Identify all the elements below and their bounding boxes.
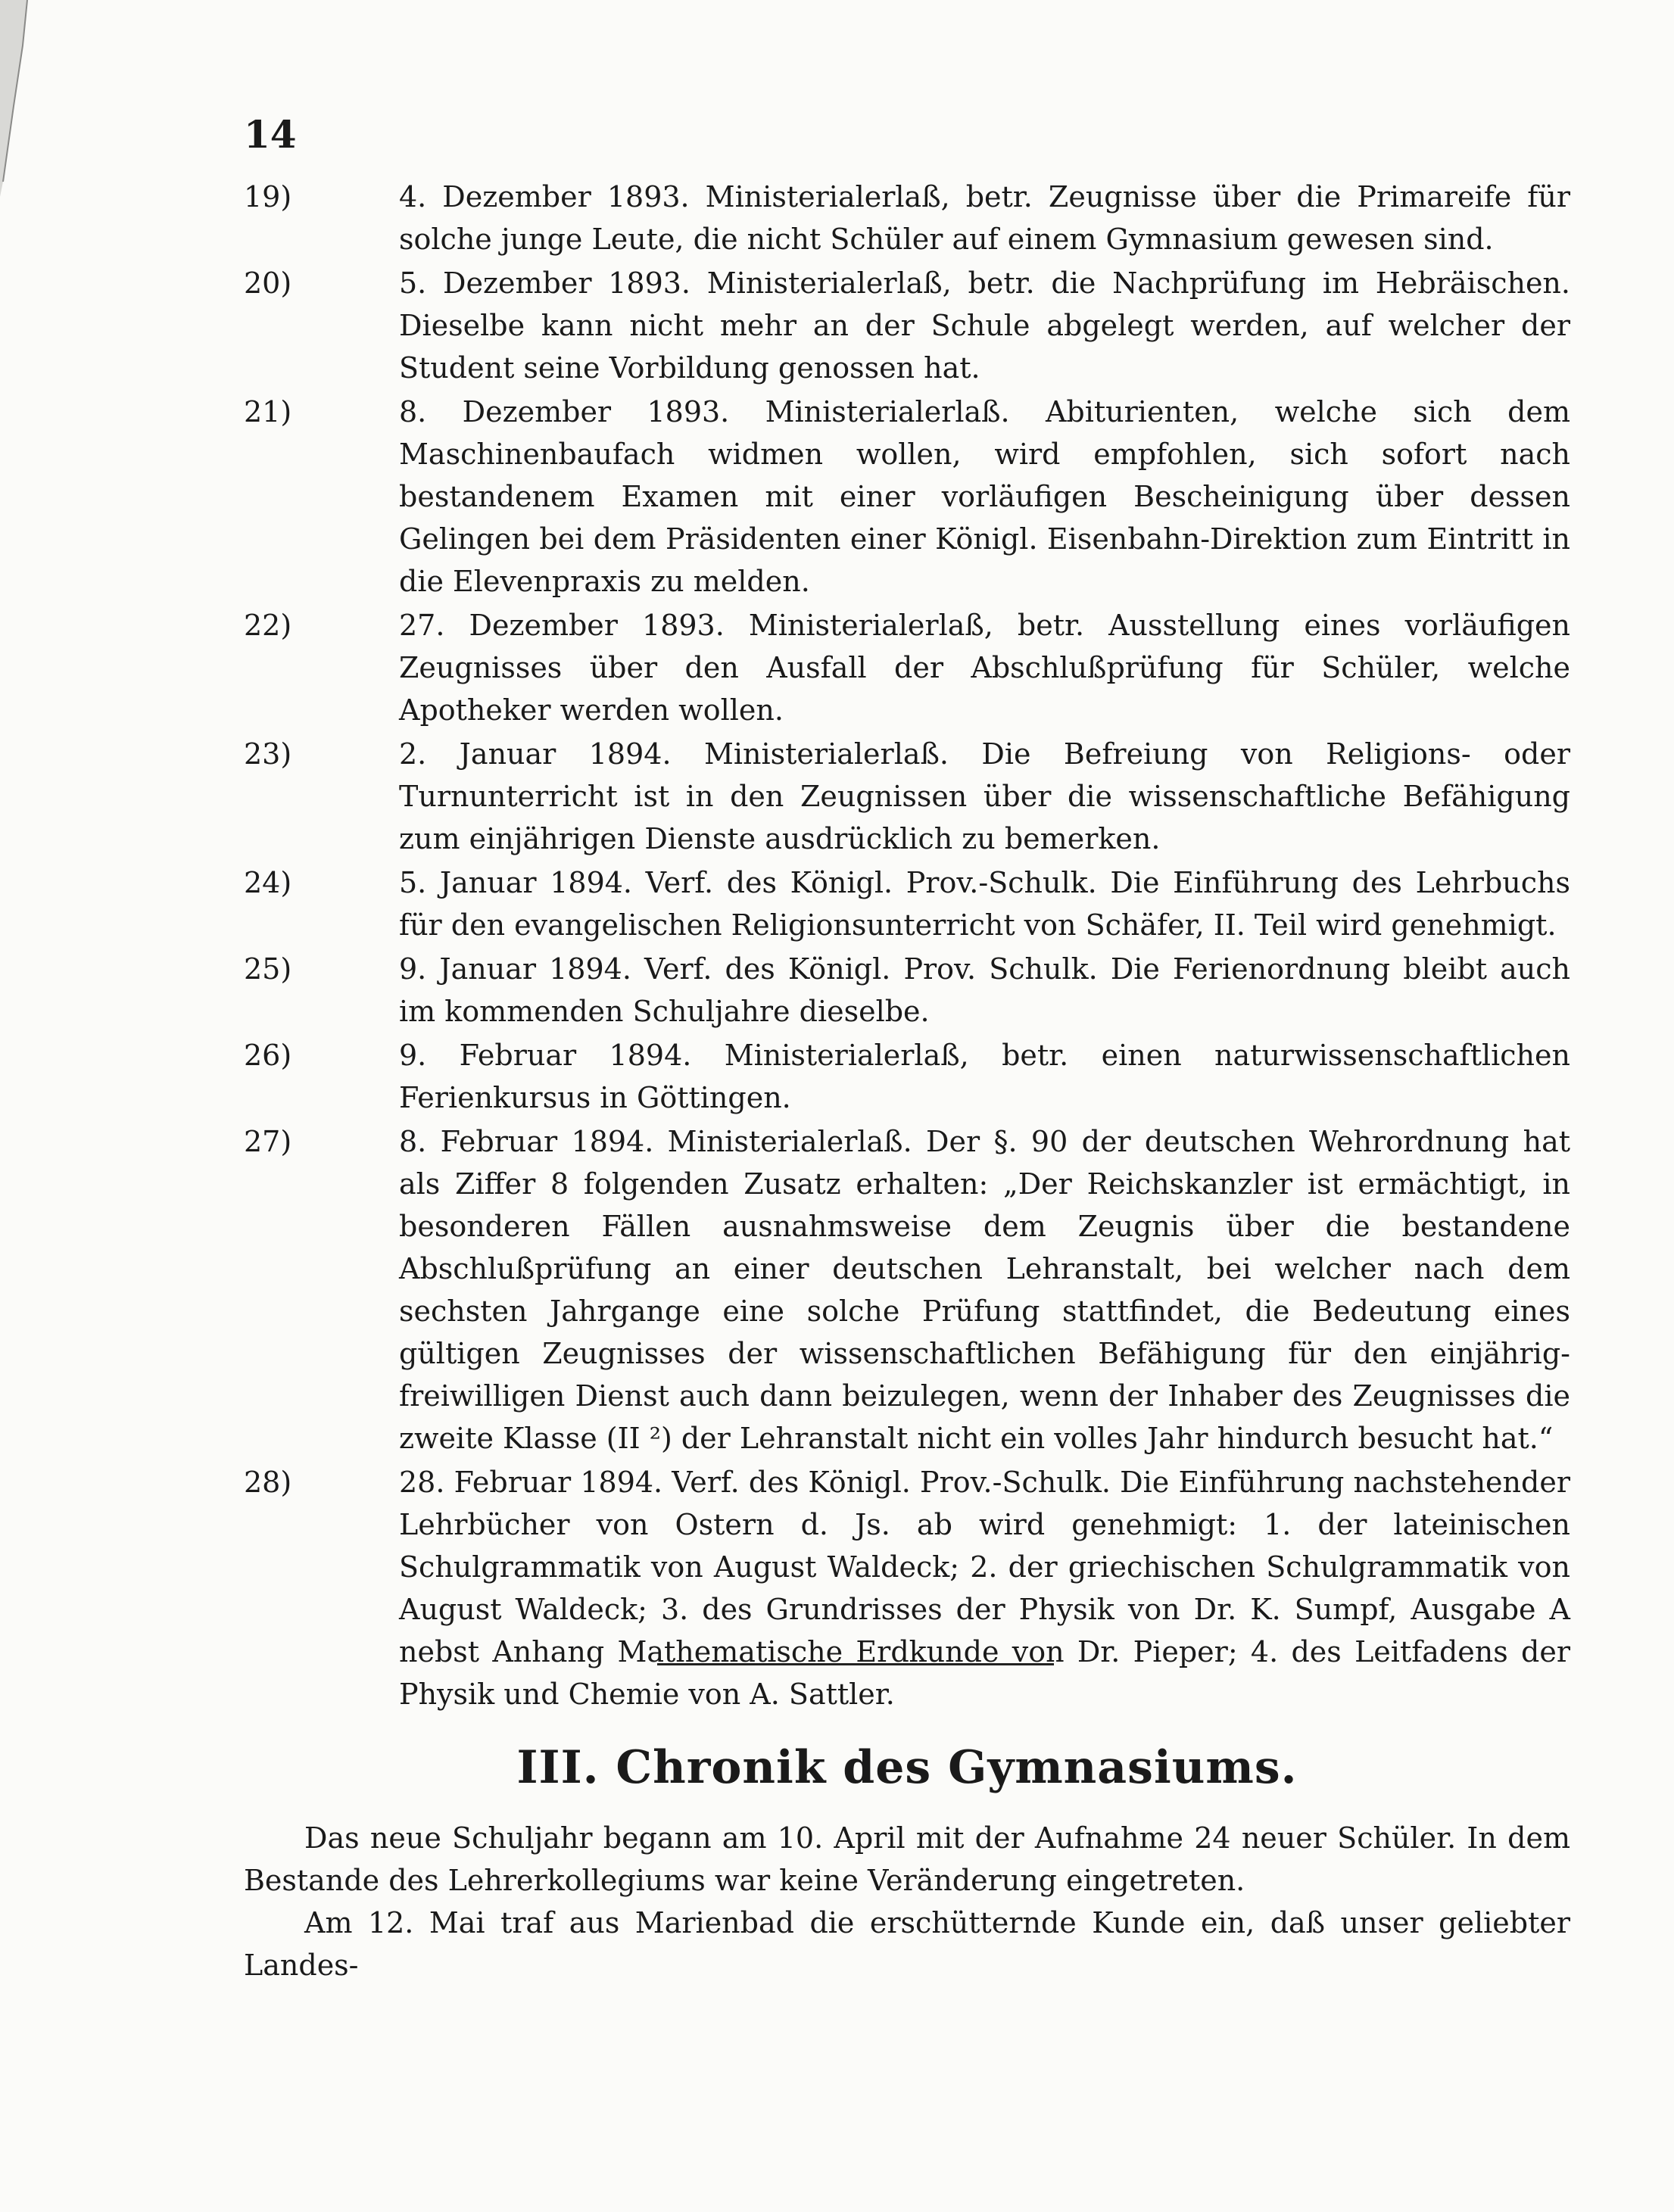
page-edge-mark <box>0 0 30 197</box>
entry-number: 19) <box>244 180 292 213</box>
decree-entry <box>244 176 1570 260</box>
decree-entry <box>244 604 1570 731</box>
entry-number: 26) <box>244 1039 292 1072</box>
page-number: 14 <box>244 112 297 157</box>
decree-list <box>244 176 1570 1717</box>
entry-number: 25) <box>244 952 292 986</box>
entry-text: 28. Februar 1894. Verf. des Königl. Prov.-Schulk. Die Einführung nachstehender Lehrbücher von Ostern d. Js. ab wird genehmigt: 1. der lateinischen Schulgrammatik von August Waldeck; 2. der griechischen Schulgrammatik von August Waldeck; 3. des Grundrisses der Physik von Dr. K. Sumpf, Ausgabe A nebst Anhang Mathematische Erdkunde von Dr. Pieper; 4. des Leitfadens der Physik und Chemie von A. Sattler. <box>399 1466 1570 1711</box>
chronicle-body <box>244 1817 1570 1986</box>
chronicle-paragraph: Am 12. Mai traf aus Marienbad die erschütternde Kunde ein, daß unser geliebter Landes- <box>244 1906 1570 1982</box>
entry-number: 23) <box>244 737 292 771</box>
entry-text: 5. Januar 1894. Verf. des Königl. Prov.-Schulk. Die Einführung des Lehrbuchs für den evangelischen Religionsunterricht von Schäfer, II. Teil wird genehmigt. <box>399 866 1570 942</box>
entry-text: 9. Februar 1894. Ministerialerlaß, betr. einen naturwissenschaftlichen Ferienkursus in Göttingen. <box>399 1039 1570 1114</box>
entry-text: 27. Dezember 1893. Ministerialerlaß, betr. Ausstellung eines vorläufigen Zeugnisses über den Ausfall der Abschlußprüfung für Schüler, welche Apotheker werden wollen. <box>399 609 1570 727</box>
decree-entry <box>244 861 1570 946</box>
decree-entry <box>244 262 1570 389</box>
decree-entry <box>244 1461 1570 1715</box>
entry-number: 27) <box>244 1125 292 1158</box>
entry-number: 21) <box>244 395 292 428</box>
entry-text: 8. Februar 1894. Ministerialerlaß. Der §. 90 der deutschen Wehrordnung hat als Ziffer 8 folgenden Zusatz erhalten: „Der Reichskanzler ist ermächtigt, in besonderen Fällen ausnahmsweise dem Zeugnis über die bestandene Abschlußprüfung an einer deutschen Lehranstalt, bei welcher nach dem sechsten Jahrgange eine solche Prüfung stattfindet, die Bedeutung eines gültigen Zeugnisses der wissenschaftlichen Befähigung für den einjährig-freiwilligen Dienst auch dann beizulegen, wenn der Inhaber des Zeugnisses die zweite Klasse (II ²) der Lehranstalt nicht ein volles Jahr hindurch besucht hat.“ <box>399 1125 1570 1455</box>
decree-entry <box>244 391 1570 603</box>
entry-number: 28) <box>244 1466 292 1499</box>
entry-text: 9. Januar 1894. Verf. des Königl. Prov. Schulk. Die Ferienordnung bleibt auch im kommenden Schuljahre dieselbe. <box>399 952 1570 1028</box>
decree-entry <box>244 1034 1570 1119</box>
section-heading: III. Chronik des Gymnasiums. <box>516 1741 1298 1794</box>
section-divider <box>657 1663 1054 1665</box>
entry-number: 20) <box>244 266 292 300</box>
entry-text: 2. Januar 1894. Ministerialerlaß. Die Befreiung von Religions- oder Turnunterricht ist in den Zeugnissen über die wissenschaftliche Befähigung zum einjährigen Dienste ausdrücklich zu bemerken. <box>399 737 1570 855</box>
decree-entry <box>244 733 1570 860</box>
chronicle-paragraph: Das neue Schuljahr begann am 10. April mit der Aufnahme 24 neuer Schüler. In dem Bestande des Lehrerkollegiums war keine Veränderung eingetreten. <box>244 1821 1570 1897</box>
entry-text: 8. Dezember 1893. Ministerialerlaß. Abiturienten, welche sich dem Maschinenbaufach widmen wollen, wird empfohlen, sich sofort nach bestandenem Examen mit einer vorläufigen Bescheinigung über dessen Gelingen bei dem Präsidenten einer Königl. Eisenbahn-Direktion zum Eintritt in die Elevenpraxis zu melden. <box>399 395 1570 598</box>
entry-number: 24) <box>244 866 292 899</box>
entry-text: 4. Dezember 1893. Ministerialerlaß, betr. Zeugnisse über die Primareife für solche junge Leute, die nicht Schüler auf einem Gymnasium gewesen sind. <box>399 180 1570 256</box>
entry-number: 22) <box>244 609 292 642</box>
entry-text: 5. Dezember 1893. Ministerialerlaß, betr. die Nachprüfung im Hebräischen. Dieselbe kann nicht mehr an der Schule abgelegt werden, auf welcher der Student seine Vorbildung genossen hat. <box>399 266 1570 385</box>
decree-entry <box>244 1120 1570 1460</box>
decree-entry <box>244 948 1570 1033</box>
